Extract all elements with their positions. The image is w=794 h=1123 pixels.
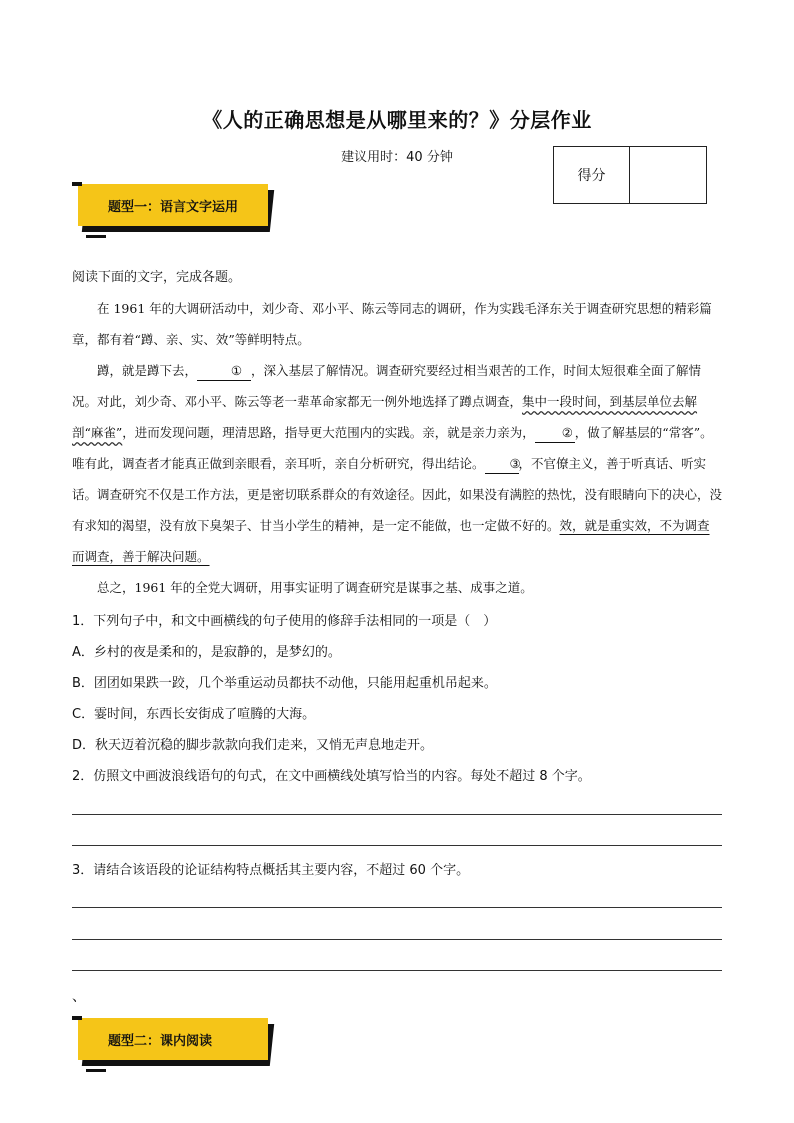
blank-1: ①: [197, 362, 251, 381]
underlined-sentence: 效，就是重实效，不为调查而调查，善于解决问题。: [72, 518, 710, 564]
option-a[interactable]: A．乡村的夜是柔和的，是寂静的，是梦幻的。: [72, 645, 341, 660]
answer-line[interactable]: [72, 939, 722, 940]
score-box: [553, 146, 707, 204]
answer-line[interactable]: [72, 970, 722, 971]
passage-paragraph-2: 蹲，就是蹲下去， ① ，深入基层了解情况。调查研究要经过相当艰苦的工作，时间太短很难全面了解情况。对此，刘少奇、邓小平、陈云等老一辈革命家都无一例外地选择了蹲点调查，集中一段时间，到基层单位去解剖“麻雀”，进而发现问题，理清思路，指导更大范围内的实践。亲，就是亲力亲为， ② ，做了解基层的“常客”。唯有此，调查者才能真正做到亲眼看，亲耳听，亲自分析研究，得出结论。 ③，不官僚主义，善于听真话、听实话。调查研究不仅是工作方法，更是密切联系群众的有效途径。因此，如果没有满腔的热忱，没有眼睛向下的决心，没有求知的渴望，没有放下臭架子、甘当小学生的精神，是一定不能做，也一定做不好的。效，就是重实效，不为调查而调查，善于解决问题。: [72, 363, 723, 564]
answer-line[interactable]: [72, 907, 722, 908]
page-title: 《人的正确思想是从哪里来的？》分层作业: [202, 108, 592, 132]
option-c[interactable]: C．霎时间，东西长安街成了喧腾的大海。: [72, 707, 316, 722]
passage-intro: 阅读下面的文字，完成各题。: [72, 270, 242, 285]
score-label: 得分: [554, 147, 630, 203]
score-value-field[interactable]: [630, 147, 706, 203]
question-3: 3．请结合该语段的论证结构特点概括其主要内容，不超过 60 个字。: [72, 863, 470, 878]
blank-3: ③: [485, 455, 519, 474]
answer-line[interactable]: [72, 845, 722, 846]
option-d[interactable]: D．秋天迈着沉稳的脚步款款向我们走来，又悄无声息地走开。: [72, 738, 434, 753]
question-2: 2．仿照文中画波浪线语句的句式，在文中画横线处填写恰当的内容。每处不超过 8 个字。: [72, 769, 591, 784]
answer-line[interactable]: [72, 814, 722, 815]
question-1: 1．下列句子中，和文中画横线的句子使用的修辞手法相同的一项是（ ）: [72, 614, 497, 629]
section-label-1: 题型一：语言文字运用: [78, 184, 268, 226]
passage-paragraph-3: 总之，1961 年的全党大调研，用事实证明了调查研究是谋事之基、成事之道。: [97, 580, 533, 595]
stray-mark: 、: [72, 989, 86, 1005]
option-b[interactable]: B．团团如果跌一跤，几个举重运动员都扶不动他，只能用起重机吊起来。: [72, 676, 497, 691]
passage-paragraph-1: 在 1961 年的大调研活动中，刘少奇、邓小平、陈云等同志的调研，作为实践毛泽东关于调查研究思想的精彩篇章，都有着“蹲、亲、实、效”等鲜明特点。: [72, 301, 712, 347]
wavy-underlined-sentence: 集中一段时间，到基层单位去解剖“麻雀”: [72, 394, 698, 440]
section-banner-2: [72, 1016, 272, 1068]
section-label-2: 题型二：课内阅读: [78, 1018, 268, 1060]
blank-2: ②: [535, 424, 575, 443]
suggested-time: 建议用时：40 分钟: [341, 150, 453, 165]
section-banner-1: [72, 182, 272, 234]
